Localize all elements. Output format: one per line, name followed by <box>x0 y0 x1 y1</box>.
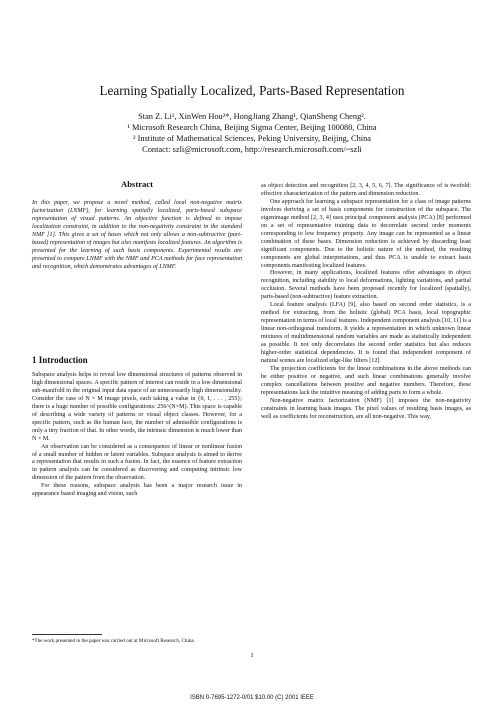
body-paragraph: One approach for learning a subspace representation for a class of image patterns involves deriving a set of basis components for construction of the subspace. The eigenimage method [2, 3, 4] uses principal component analysis (PCA) [8] performed on a set of representative training data to decorrelate second order moments corresponding to low frequency property. Any image can be represented as a linear combination of these bases. Dimension reduction is achieved by discarding least significant components. Due to the holistic nature of the method, the resulting components are global interpretations, and thus PCA is unable to extract basis components manifesting localized features. <box>261 198 471 269</box>
intro-paragraph: For these reasons, subspace analysis has been a major research issue in appearance based imaging and vision, such <box>32 483 242 498</box>
section-heading: 1 Introduction <box>32 355 88 365</box>
body-paragraph: However, in many applications, localized features offer advantages in object recognition, including stability to local deformations, lighting variations, and partial occlusion. Several methods have been proposed recently for localized (spatially), parts-based (non-subtractive) feature extraction. <box>261 270 471 301</box>
page-number: 1 <box>250 652 254 659</box>
isbn-footer: ISBN 0-7695-1272-0/01 $10.00 (C) 2001 IEEE <box>190 695 314 701</box>
body-paragraph: Local feature analysis (LFA) [9], also based on second order statistics, is a method for extracting, from the holistic (global) PCA basis, local topographic representation in terms of local features. Independent component analysis [10, 11] is a linear non-orthogonal transform. It yields a representation in which unknown linear mixtures of multidimensional random variables are made as statistically independent as possible. It not only decorrelates the second order statistics but also reduces higher-order statistical dependencies. It is found that independent component of natural scenes are localized edge-like filters [12]. <box>261 302 471 364</box>
footnote: *The work presented in the paper was carried out at Microsoft Research, China. <box>32 638 195 644</box>
affiliation-1: ¹ Microsoft Research China, Beijing Sigma Center, Beijing 100080, China <box>127 123 377 132</box>
abstract-text: In this paper, we propose a novel method, called local non-negative matrix factorization (LNMF), for learning spatially localized, parts-based subspace representation of visual patterns. An objective function is defined to impose localization constraint, in addition to the non-negativity constraint in the standard NMF [1]. This gives a set of bases which not only allows a non-subtractive (part-based) representation of images but also manifests localized features. An algorithm is presented for the learning of such basis components. Experimental results are presented to compare LNMF with the NMF and PCA methods for face representation and recognition, which demonstrates advantages of LNMF. <box>32 200 242 270</box>
intro-column <box>32 372 242 499</box>
body-paragraph: Non-negative matrix factorization (NMF) [1] imposes the non-negativity constraints in learning basis images. The pixel values of resulting basis images, as well as coefficients for reconstruction, are all non-negative. This way, <box>261 397 471 420</box>
intro-paragraph: An observation can be considered as a consequence of linear or nonlinear fusion of a small number of hidden or latent variables. Subspace analysis is aimed to derive a representation that results in such a fusion. In fact, the essence of feature extraction in pattern analysis can be considered as discovering and computing intrinsic low dimension of the pattern from the observation. <box>32 443 242 482</box>
abstract-heading: Abstract <box>121 179 153 189</box>
contact-line: Contact: szli@microsoft.com, http://research.microsoft.com/~szli <box>142 145 362 154</box>
affiliation-2: ² Institute of Mathematical Sciences, Peking University, Beijing, China <box>132 134 372 143</box>
body-paragraph: The projection coefficients for the linear combinations in the above methods can be either positive or negative, and such linear combinations generally involve complex cancellations between positive and negative numbers. Therefore, these representations lack the intuitive meaning of adding parts to form a whole. <box>261 365 471 396</box>
intro-paragraph: Subspace analysis helps to reveal low dimensional structures of patterns observed in high dimensional spaces. A specific pattern of interest can reside in a low dimensional sub-manifold in the original input data space of an unnecessarily high dimensionality. Consider the case of N × M image pixels, each taking a value in {0, 1, . . . , 255}; there is a huge number of possible configurations: 256^(N×M). This space is capable of describing a wide variety of patterns or visual object classes. However, for a specific pattern, such as the human face, the number of admissible configurations is only a tiny fraction of that. In other words, the intrinsic dimension is much lower than N × M. <box>32 372 242 442</box>
paper-title: Learning Spatially Localized, Parts-Based Representation <box>99 83 405 98</box>
author-block <box>0 111 504 155</box>
body-paragraph: as object detection and recognition [2, 3, 4, 5, 6, 7]. The significance of is twofold: effective characterization of the pattern and dimension reduction. <box>261 183 471 197</box>
footnote-rule <box>32 634 102 635</box>
right-column <box>261 183 471 422</box>
authors-line: Stan Z. Li¹, XinWen Hou²*, HongJiang Zhang¹, QianSheng Cheng². <box>138 112 366 121</box>
